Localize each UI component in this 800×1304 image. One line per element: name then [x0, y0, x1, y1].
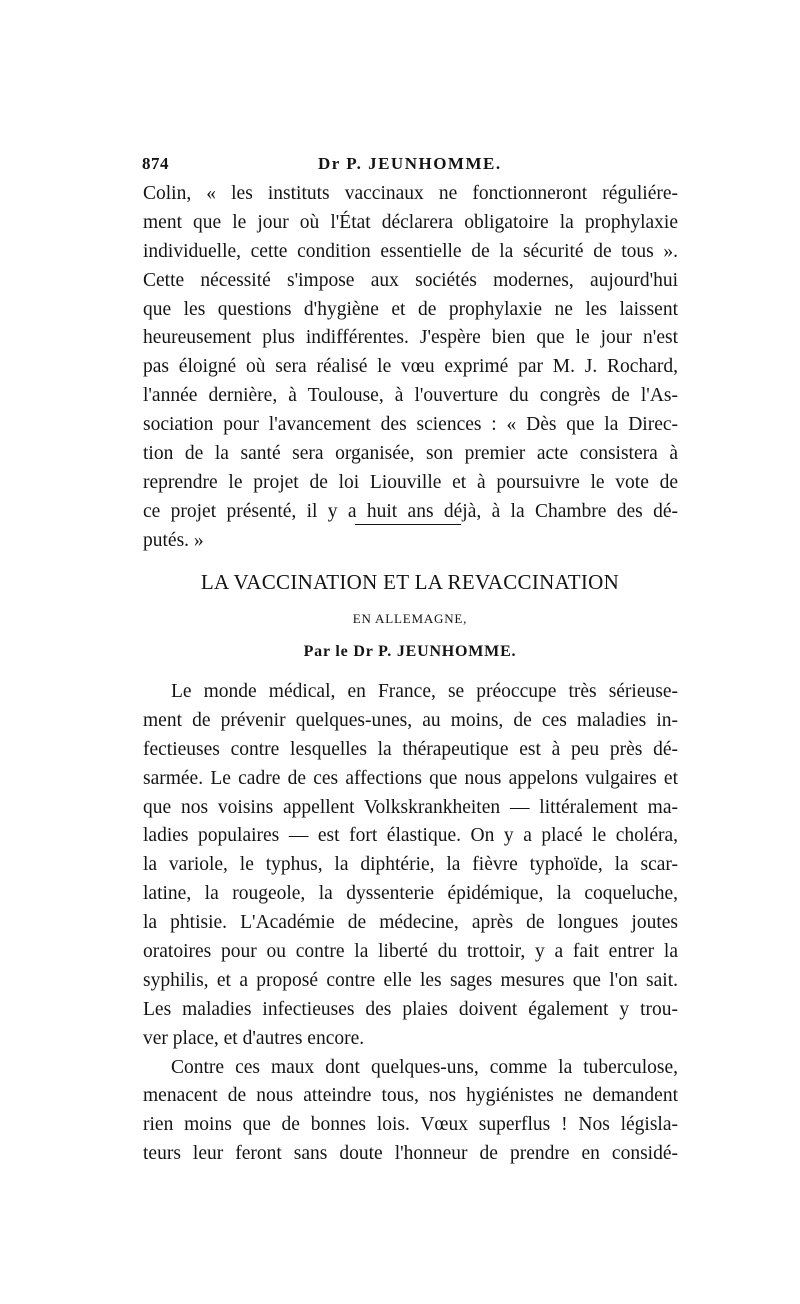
text-line: que les questions d'hygiène et de prophylaxie ne les laissent — [143, 298, 678, 320]
text-line: ladies populaires — est fort élastique. On y a placé le choléra, — [143, 825, 678, 847]
article-subtitle: EN ALLEMAGNE, — [352, 611, 468, 626]
text-line: l'année dernière, à Toulouse, à l'ouverture du congrès de l'As- — [143, 385, 678, 407]
text-line: putés. » — [143, 529, 204, 551]
text-line: teurs leur feront sans doute l'honneur de prendre en considé- — [143, 1143, 678, 1165]
text-line: ment de prévenir quelques-unes, au moins, de ces maladies in- — [143, 709, 678, 731]
text-line: menacent de nous atteindre tous, nos hygiénistes ne demandent — [143, 1085, 678, 1107]
text-line: pas éloigné où sera réalisé le vœu exprimé par M. J. Rochard, — [143, 356, 678, 378]
text-line: syphilis, et a proposé contre elle les sages mesures que l'on sait. — [143, 969, 678, 991]
text-line: que nos voisins appellent Volkskrankheiten — littéralement ma- — [143, 796, 678, 818]
text-line: Cette nécessité s'impose aux sociétés modernes, aujourd'hui — [143, 269, 678, 291]
text-line: la variole, le typhus, la diphtérie, la fièvre typhoïde, la scar- — [143, 854, 678, 876]
page-number: 874 — [142, 154, 169, 173]
text-line: latine, la rougeole, la dyssenterie épidémique, la coqueluche, — [143, 883, 678, 905]
text-line: la phtisie. L'Académie de médecine, après de longues joutes — [143, 912, 678, 934]
text-line: oratoires pour ou contre la liberté du trottoir, y a fait entrer la — [143, 941, 678, 963]
text-line: sarmée. Le cadre de ces affections que nous appelons vulgaires et — [143, 767, 678, 789]
paragraph-intro — [143, 678, 678, 1169]
text-line: Colin, « les instituts vaccinaux ne fonctionneront réguliére- — [143, 183, 678, 204]
page-header — [140, 150, 680, 180]
running-title: Dr P. JEUNHOMME. — [318, 154, 502, 173]
article-byline: Par le Dr P. JEUNHOMME. — [303, 643, 517, 660]
text-line: Contre ces maux dont quelques-uns, comme la tuberculose, — [171, 1056, 678, 1078]
text-line: fectieuses contre lesquelles la thérapeutique est à peu près dé- — [143, 738, 678, 760]
article-title: LA VACCINATION ET LA REVACCINATION — [200, 570, 620, 594]
text-line: sociation pour l'avancement des sciences : « Dès que la Direc- — [143, 414, 678, 436]
text-line: Les maladies infectieuses des plaies doivent également y trou- — [143, 998, 678, 1020]
text-line: reprendre le projet de loi Liouville et à poursuivre le vote de — [143, 471, 678, 493]
text-line: ment que le jour où l'État déclarera obligatoire la prophylaxie — [143, 211, 678, 233]
text-line: Le monde médical, en France, se préoccupe très sérieuse- — [171, 681, 678, 702]
text-line: tion de la santé sera organisée, son premier acte consistera à — [143, 443, 678, 465]
text-line: ce projet présenté, il y a huit ans déjà, à la Chambre des dé- — [143, 500, 678, 522]
section-divider — [355, 524, 461, 525]
text-line: rien moins que de bonnes lois. Vœux superflus ! Nos législa- — [143, 1114, 678, 1136]
text-line: heureusement plus indifférentes. J'espère bien que le jour n'est — [143, 327, 678, 349]
text-line: ver place, et d'autres encore. — [143, 1027, 365, 1049]
text-line: individuelle, cette condition essentielle de la sécurité de tous ». — [143, 240, 678, 262]
paragraph-continued — [143, 180, 678, 556]
